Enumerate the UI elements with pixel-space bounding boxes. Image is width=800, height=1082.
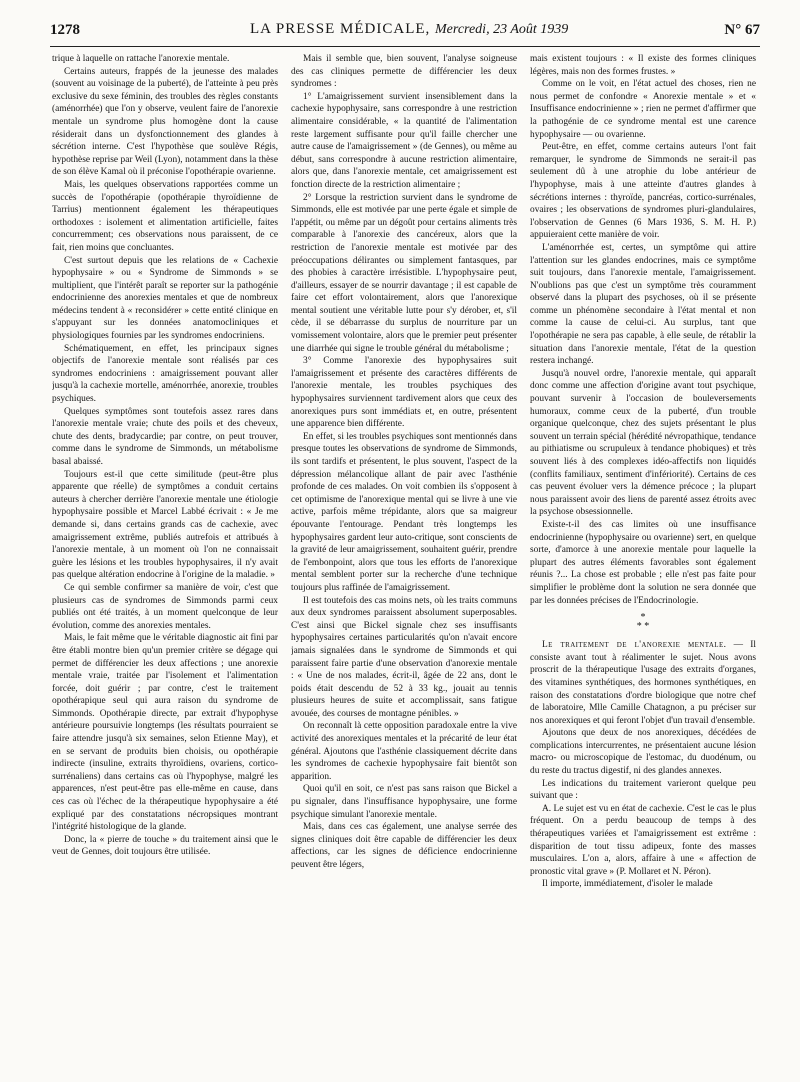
paragraph: trique à laquelle on rattache l'anorexie mentale.: [52, 54, 230, 64]
page-header: [50, 20, 760, 46]
paragraph: Quelques symptômes sont toutefois assez rares dans l'anorexie mentale vraie; chute des poils et des cheveux, chute des dents, bradycardie; par contre, on peut trouver, comme dans le syndrome de Simmonds, un métabolisme basal abaissé.: [52, 406, 278, 467]
paragraph: 1° L'amaigrissement survient insensiblement dans la cachexie hypophysaire, sans correspondre à une restriction alimentaire considérable, « la quantité de l'alimentation reste largement suffisante pour qu'il faille chercher une autre cause de l'amaigrissement » (de Gennes), ou même au début, sans correspondre à aucune restriction alimentaire, alors que, dans l'anorexie mentale, cet amaigrissement est fonction directe de la restriction alimentaire ;: [291, 91, 517, 190]
section-heading-paragraph: [530, 639, 756, 727]
paragraph: Certains auteurs, frappés de la jeunesse des malades (souvent au voisinage de la puberté), de l'atteinte à peu près exclusive du sexe féminin, des troubles des règles constants (aménorrhée) que l'on y observe, veulent faire de l'anorexie mentale un syndrome plus homogène dont la cause résiderait dans un dysfonctionnement des glandes à sécrétion interne. C'est l'hypothèse que soulève Régis, hypothèse reprise par Weil (Lyon), notamment dans la thèse de son élève Kamal où il préconise l'opothérapie ovarienne.: [52, 66, 278, 178]
paragraph: Donc, la « pierre de touche » du traitement ainsi que le veut de Gennes, doit toujours être utilisée.: [52, 834, 278, 858]
paragraph: C'est surtout depuis que les relations de « Cachexie hypophysaire » ou « Syndrome de Simmonds » se multiplient, que l'intérêt paraît se reporter sur la pathogénie endocrinienne des anorexies mentales et que de nombreux médecins tendent à « reconsidérer » cette entité clinique en s'appuyant sur les données anatomocliniques et physiologiques fournies par les syndromes endocriniens.: [52, 255, 278, 342]
paragraph: Schématiquement, en effet, les principaux signes objectifs de l'anorexie mentale sont réalisés par ces syndromes endocriniens : amaigrissement pouvant aller jusqu'à la cachexie mortelle, aménorrhée, anorexie, troubles psychiques.: [52, 343, 278, 405]
paragraph: 3° Comme l'anorexie des hypophysaires suit l'amaigrissement et présente des caractères différents de l'anorexie mentale, les troubles psychiques des hypophysaires surviennent tardivement alors que ceux des anorexiques purs sont immédiats et, en outre, présentent une apparence bien différente.: [291, 356, 517, 430]
section-heading-text: — Il consiste avant tout à réalimenter le sujet. Nous avons proscrit de la thérapeutique l'usage des extraits d'organes, des vitamines synthétiques, des hormones synthétiques, en raison des constatations d'ordre biologique que notre chef de laboratoire, Mlle Camille Chatagnon, a pu préciser sur nos anorexiques et qui feront l'objet d'un travail d'ensemble.: [530, 640, 756, 726]
page-number: 1278: [50, 22, 80, 38]
paragraph: Il importe, immédiatement, d'isoler le malade: [542, 879, 713, 890]
column-3: [530, 53, 756, 1067]
paragraph: Jusqu'à nouvel ordre, l'anorexie mentale, qui apparaît donc comme une affection d'origine avant tout psychique, pouvant survenir à l'occasion de bouleversements humoraux, comme ceux de la puberté, d'un trouble organique quelconque, chez des sujets présentant le plus souvent un terrain spécial (hérédité névropathique, tendance au pithiatisme ou scrupuleux à tendance phobiques) et très souvent liés à des complexes idéo-affectifs non liquidés (conflits familiaux, sentiment d'infériorité). Certains de ces cas peuvent évoluer vers la démence précoce ; la plupart nous paraissent avoir des liens de parenté assez étroits avec la psychose obsessionnelle.: [530, 368, 756, 518]
journal-title: [250, 21, 568, 38]
paragraph: Mais, le fait même que le véritable diagnostic ait fini par être établi montre bien qu'un premier critère se dégage qui permet de différencier les deux affections ; une anorexie mentale vraie, traitée par l'isolement et l'alimentation forcée, doit guérir ; par contre, c'est le traitement opothérapique seul qui aura raison du syndrome de Simmonds. Opothérapie directe, par extrait d'hypophyse antérieure poursuivie longtemps (les résultats pourraient se faire attendre jusqu'à six semaines, selon Etienne May), et en se servant de produits bien choisis, ou opothérapie indirecte (insuline, extraits thyroïdiens, ovariens, cortico-surrénaliens) dans certains cas où l'hypophyse, malgré les apparences, n'est peut-être pas elle-même en cause, dans ces cas où l'échec de la thérapeutique hypophysaire a été expliqué par des constatations nécropsiques montrant l'intégrité histologique de la glande.: [52, 633, 278, 833]
paragraph: En effet, si les troubles psychiques sont mentionnés dans presque toutes les observations de syndrome de Simmonds, ils sont tardifs et présentent, le plus souvent, l'aspect de la dépression mélancolique allant de pair avec l'asthénie profonde de ces malades. On voit combien ils s'opposent à cet optimisme de l'anorexique mental qui se livre à une vie active, parfois même trépidante, alors que sa maigreur épouvante l'entourage. Pendant très longtemps les hypophysaires gardent leur auto-critique, sont conscients de la gravité de leur amaigrissement, souhaitent guérir, prendre de l'embonpoint, alors que tous les efforts de l'anorexique mental semblent porter sur la recherche d'une technique toujours plus raffinée de l'amaigrissement.: [291, 431, 517, 593]
issue-date: Mercredi, 23 Août 1939: [435, 22, 569, 37]
paragraph: Existe-t-il des cas limites où une insuffisance endocrinienne (hypophysaire ou ovarienne) sert, en quelque sorte, d'amorce à une anorexie mentale pour laquelle la plupart des autres éléments favorables sont également réunis ?... La chose est probable ; elle n'est pas faite pour simplifier le problème dont la solution ne sera donnée que par les données précises de l'Endocrinologie.: [530, 519, 756, 606]
paragraph: Ce qui semble confirmer sa manière de voir, c'est que plusieurs cas de syndromes de Simmonds parmi ceux publiés ont été traités, à un moment quelconque de leur évolution, comme des anorexies mentales.: [52, 582, 278, 631]
paragraph: Il est toutefois des cas moins nets, où les traits communs aux deux syndromes paraissent absolument superposables. C'est ainsi que Bickel signale chez ses insuffisants hypophysaires certaines particularités qu'on n'avait encore jamais signalées dans le syndrome de Simmonds et qui paraissent faire partie d'une observation d'anorexie mentale : « Une de nos malades, écrit-il, âgée de 22 ans, dont le poids était descendu de 52 à 33 kg., jouait au tennis plusieurs heures de suite et accomplissait, sans fatigue avouée, des courses de montagne pénibles. »: [291, 595, 517, 719]
paragraph: Toujours est-il que cette similitude (peut-être plus apparente que réelle) de symptômes a conduit certains auteurs à chercher derrière l'anorexie mentale une étiologie hypophysaire possible et Marcel Labbé écrivait : « Je me demande si, dans certains grands cas de cachexie, avec amaigrissement extrême, publiés autrefois et attribués à l'anorexie mentale, à un moment où l'on ne connaissait guère les lésions et les troubles hypophysaires, il n'y avait pas quelque altération endocrine à l'origine de la maladie. »: [52, 469, 278, 581]
section-separator: * * *: [636, 612, 650, 633]
header-rule: [50, 46, 760, 47]
paragraph: Quoi qu'il en soit, ce n'est pas sans raison que Bickel a pu signaler, dans l'insuffisance hypophysaire, une forme psychique simulant l'anorexie mentale.: [291, 784, 517, 820]
paragraph: Ajoutons que deux de nos anorexiques, décédées de complications intercurrentes, ne présentaient aucune lésion macro- ou microscopique de l'estomac, du duodénum, ou du reste du tractus digestif, ni des glandes annexes.: [530, 728, 756, 777]
paragraph: On reconnaît là cette opposition paradoxale entre la vive activité des anorexiques mentales et la précarité de leur état général. Ajoutons que l'asthénie classiquement décrite dans les syndromes de cachexie hypophysaire fait bientôt son apparition.: [291, 721, 517, 782]
paragraph: Mais, les quelques observations rapportées comme un succès de l'opothérapie (opothérapie thyroïdienne de Tarrius) mentionnent également les thérapeutiques orthodoxes : isolement et alimentation artificielle, faites concurremment; ces observations nous paraissent, de ce fait, rien moins que concluantes.: [52, 179, 278, 253]
journal-name: LA PRESSE MÉDICALE,: [250, 21, 431, 37]
section-heading: Le traitement de l'anorexie mentale.: [542, 640, 727, 651]
paragraph: A. Le sujet est vu en état de cachexie. C'est le cas le plus fréquent. On a perdu beaucoup de temps à des thérapeutiques variées et l'amaigrissement est extrême : disparition de tout tissu adipeux, fonte des masses musculaires. L'on a, alors, affaire à une « affection de pronostic vital grave » (P. Mollaret et N. Péron).: [530, 803, 756, 877]
paragraph: Les indications du traitement varieront quelque peu suivant que :: [530, 778, 756, 802]
column-1: [52, 53, 278, 1067]
paragraph: Comme on le voit, en l'état actuel des choses, rien ne nous permet de confondre « Anorexie mentale » et « Insuffisance endocrinienne » ; rien ne permet d'affirmer que la pathogénie de ce syndrome mental est une carence hypophysaire — ou ovarienne.: [530, 79, 756, 140]
paragraph: 2° Lorsque la restriction survient dans le syndrome de Simmonds, elle est motivée par une perte égale et simple de l'appétit, ou même par un dégoût pour certains aliments très comparable à l'anorexie des cancéreux, alors que la restriction de l'anorexie mentale est motivée par des préoccupations délirantes ou simplement fantasques, par des phobies à caractère irrésistible. L'hypophysaire peut, d'ailleurs, essayer de se nourrir davantage ; il est capable de faire cet effort volontairement, alors que l'anorexique mental soutient une véritable lutte pour s'y dérober, et, s'il cède, il se débarrasse du surplus de nourriture par un vomissement volontaire, alors que le premier peut présenter une diarrhée qui signe le trouble général du métabolisme ;: [291, 192, 517, 354]
issue-number: N° 67: [724, 22, 760, 38]
paragraph: Mais il semble que, bien souvent, l'analyse soigneuse des cas cliniques permette de différencier les deux syndromes :: [291, 54, 517, 90]
column-2: [291, 53, 517, 1067]
paragraph: Mais, dans ces cas également, une analyse serrée des signes cliniques doit être capable de différencier les deux affections, car les signes de déficience endocrinienne peuvent être légers,: [291, 822, 517, 870]
paragraph: Peut-être, en effet, comme certains auteurs l'ont fait remarquer, le syndrome de Simmonds ne serait-il pas seulement dû à une atrophie du lobe antérieur de l'hypophyse, mais à une atteinte d'autres glandes à sécrétions internes : thyroïde, pancréas, cortico-surrénales, ovaires ; les observations de syndromes pluri-glandulaires, l'observation de Gennes (6 Mars 1936, S. M. H. P.) appuieraient cette manière de voir.: [530, 142, 756, 241]
paragraph: mais existent toujours : « Il existe des formes cliniques légères, mais non des formes frustes. »: [530, 54, 756, 77]
paragraph: L'aménorrhée est, certes, un symptôme qui attire l'attention sur les glandes endocrines, mais ce symptôme suit toujours, dans l'anorexie mentale, l'amaigrissement. N'oublions pas que c'est un symptôme très couramment observé dans la plupart des psychoses, où il se présente comme un phénomène secondaire à l'état mental et non comme la cause de celui-ci. Au surplus, tant que l'opothérapie ne sera pas capable, à elle seule, de rétablir la situation dans l'anorexie mentale, l'état de la question restera inchangé.: [530, 242, 756, 367]
